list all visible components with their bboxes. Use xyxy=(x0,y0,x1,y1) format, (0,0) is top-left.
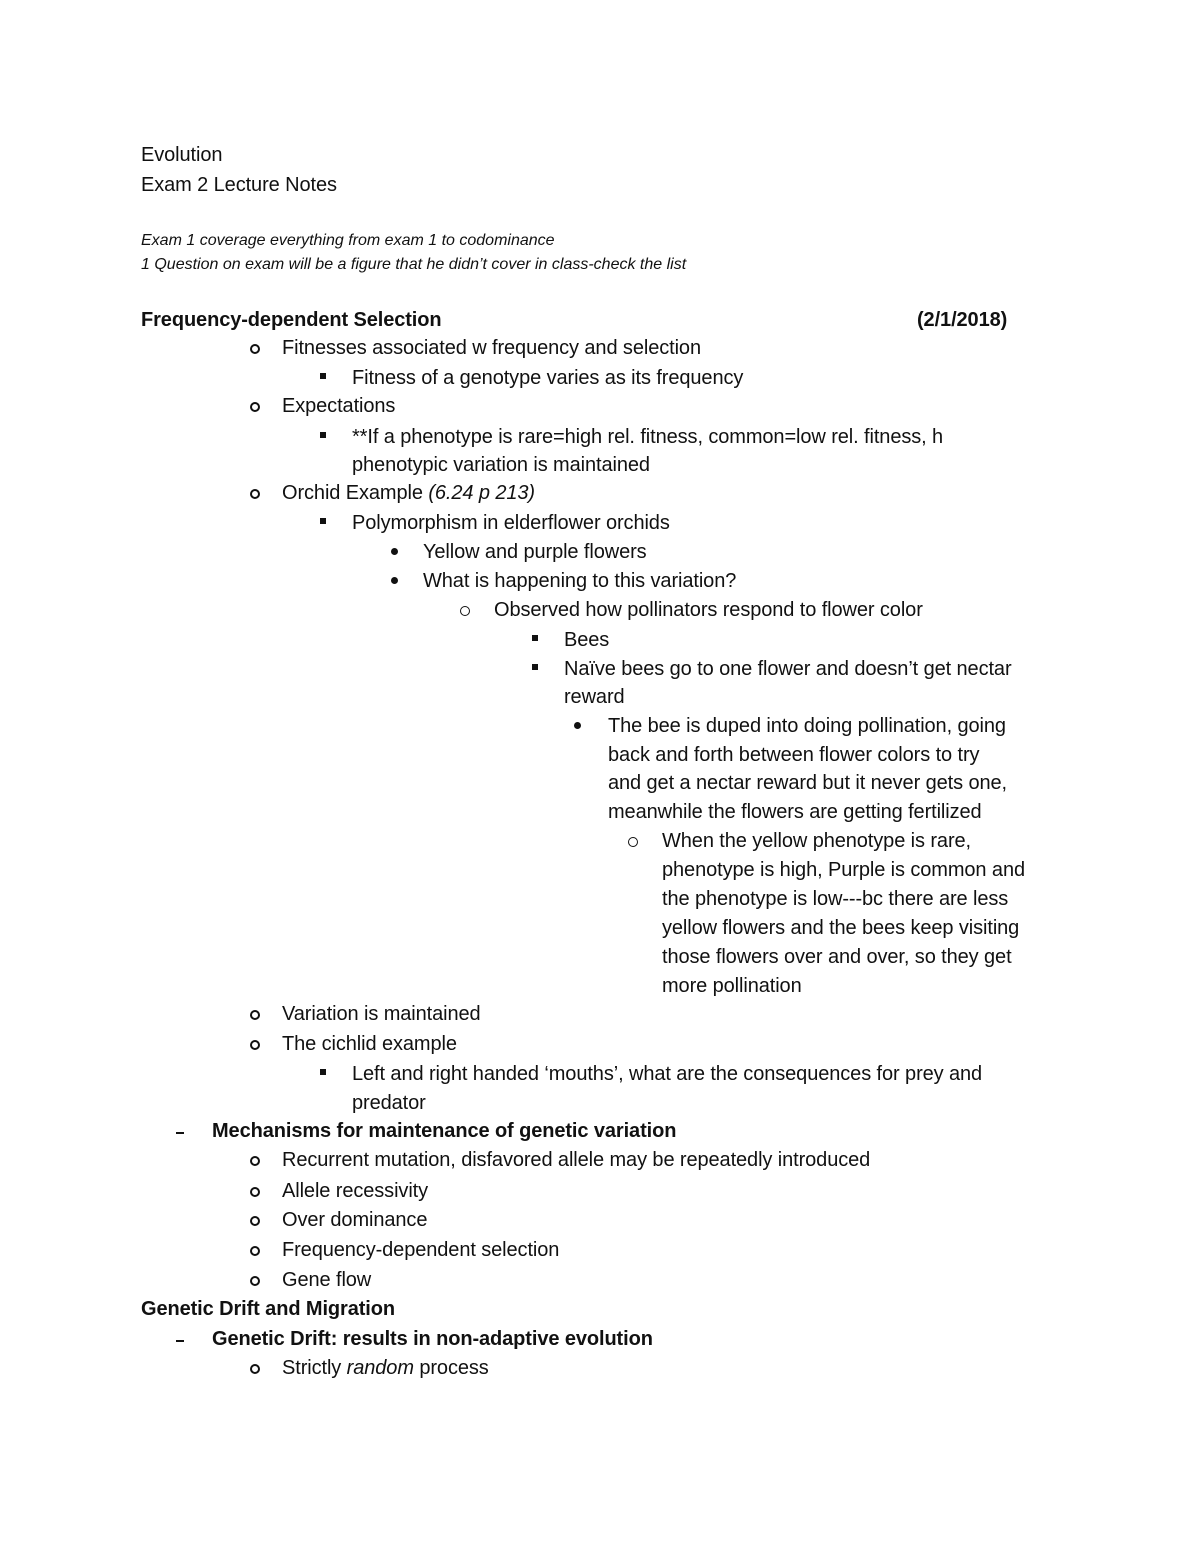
list-item-text: Strictly xyxy=(282,1357,347,1379)
list-item: Expectations xyxy=(282,395,396,417)
list-item: The bee is duped into doing pollination, going xyxy=(608,715,1006,737)
list-item-text: Orchid Example xyxy=(282,482,429,504)
list-item: Gene flow xyxy=(282,1269,372,1291)
bullet-dot-icon xyxy=(391,577,398,584)
list-item-continuation: and get a nectar reward but it never gets one, xyxy=(608,772,1007,794)
list-item-text: process xyxy=(413,1357,489,1379)
list-item-continuation: more pollination xyxy=(662,975,802,997)
bullet-ring-icon xyxy=(250,1216,260,1226)
list-item: Allele recessivity xyxy=(282,1180,429,1202)
list-item: **If a phenotype is rare=high rel. fitness, common=low rel. fitness, h xyxy=(352,426,944,448)
bullet-dot-icon xyxy=(574,722,581,729)
list-item-continuation: meanwhile the flowers are getting fertilized xyxy=(608,801,982,823)
bullet-circle-icon xyxy=(628,837,638,847)
list-item xyxy=(282,479,535,508)
bullet-square-icon xyxy=(532,664,538,670)
bullet-ring-icon xyxy=(250,489,260,499)
bullet-square-icon xyxy=(320,1069,326,1075)
list-item-continuation: back and forth between flower colors to try xyxy=(608,744,980,766)
list-item: Fitness of a genotype varies as its frequency xyxy=(352,367,744,389)
document-title: Evolution xyxy=(141,144,223,166)
bullet-ring-icon xyxy=(250,1187,260,1197)
subsection-heading: Genetic Drift: results in non-adaptive evolution xyxy=(212,1328,653,1350)
list-item: Bees xyxy=(564,629,610,651)
bullet-ring-icon xyxy=(250,1246,260,1256)
note-line: 1 Question on exam will be a figure that he didn’t cover in class-check the list xyxy=(141,256,687,273)
list-item: Naïve bees go to one flower and doesn’t get nectar xyxy=(564,658,1012,680)
bullet-square-icon xyxy=(320,518,326,524)
list-item xyxy=(282,1354,489,1383)
bullet-square-icon xyxy=(532,635,538,641)
bullet-ring-icon xyxy=(250,344,260,354)
list-item-continuation: phenotypic variation is maintained xyxy=(352,454,650,476)
list-item: Frequency-dependent selection xyxy=(282,1239,560,1261)
note-line: Exam 1 coverage everything from exam 1 to codominance xyxy=(141,232,555,249)
bullet-dot-icon xyxy=(391,548,398,555)
bullet-ring-icon xyxy=(250,1040,260,1050)
list-item: Left and right handed ‘mouths’, what are the consequences for prey and xyxy=(352,1063,983,1085)
bullet-ring-icon xyxy=(250,402,260,412)
list-item-continuation: reward xyxy=(564,686,625,708)
bullet-dash-icon xyxy=(176,1132,184,1134)
document-subtitle: Exam 2 Lecture Notes xyxy=(141,174,337,196)
emphasis-text: random xyxy=(346,1357,414,1379)
section-heading: Genetic Drift and Migration xyxy=(141,1298,395,1320)
section-date: (2/1/2018) xyxy=(917,309,1008,331)
section-heading: Frequency-dependent Selection xyxy=(141,309,442,331)
list-item: Recurrent mutation, disfavored allele may be repeatedly introduced xyxy=(282,1149,871,1171)
list-item-continuation: those flowers over and over, so they get xyxy=(662,946,1012,968)
list-item-continuation: the phenotype is low---bc there are less xyxy=(662,888,1009,910)
bullet-square-icon xyxy=(320,373,326,379)
bullet-ring-icon xyxy=(250,1156,260,1166)
list-item: When the yellow phenotype is rare, xyxy=(662,830,971,852)
list-item-continuation: yellow flowers and the bees keep visiting xyxy=(662,917,1020,939)
bullet-dash-icon xyxy=(176,1340,184,1342)
figure-reference: (6.24 p 213) xyxy=(428,482,535,504)
bullet-circle-icon xyxy=(460,606,470,616)
list-item-continuation: phenotype is high, Purple is common and xyxy=(662,859,1025,881)
list-item: Over dominance xyxy=(282,1209,428,1231)
list-item-continuation: predator xyxy=(352,1092,426,1114)
subsection-heading: Mechanisms for maintenance of genetic variation xyxy=(212,1120,677,1142)
list-item: The cichlid example xyxy=(282,1033,457,1055)
list-item: Variation is maintained xyxy=(282,1003,481,1025)
list-item: Fitnesses associated w frequency and selection xyxy=(282,337,701,359)
list-item: Yellow and purple flowers xyxy=(423,541,647,563)
bullet-ring-icon xyxy=(250,1276,260,1286)
list-item: Polymorphism in elderflower orchids xyxy=(352,512,670,534)
list-item: What is happening to this variation? xyxy=(423,570,737,592)
bullet-ring-icon xyxy=(250,1364,260,1374)
bullet-ring-icon xyxy=(250,1010,260,1020)
list-item: Observed how pollinators respond to flower color xyxy=(494,599,923,621)
bullet-square-icon xyxy=(320,432,326,438)
